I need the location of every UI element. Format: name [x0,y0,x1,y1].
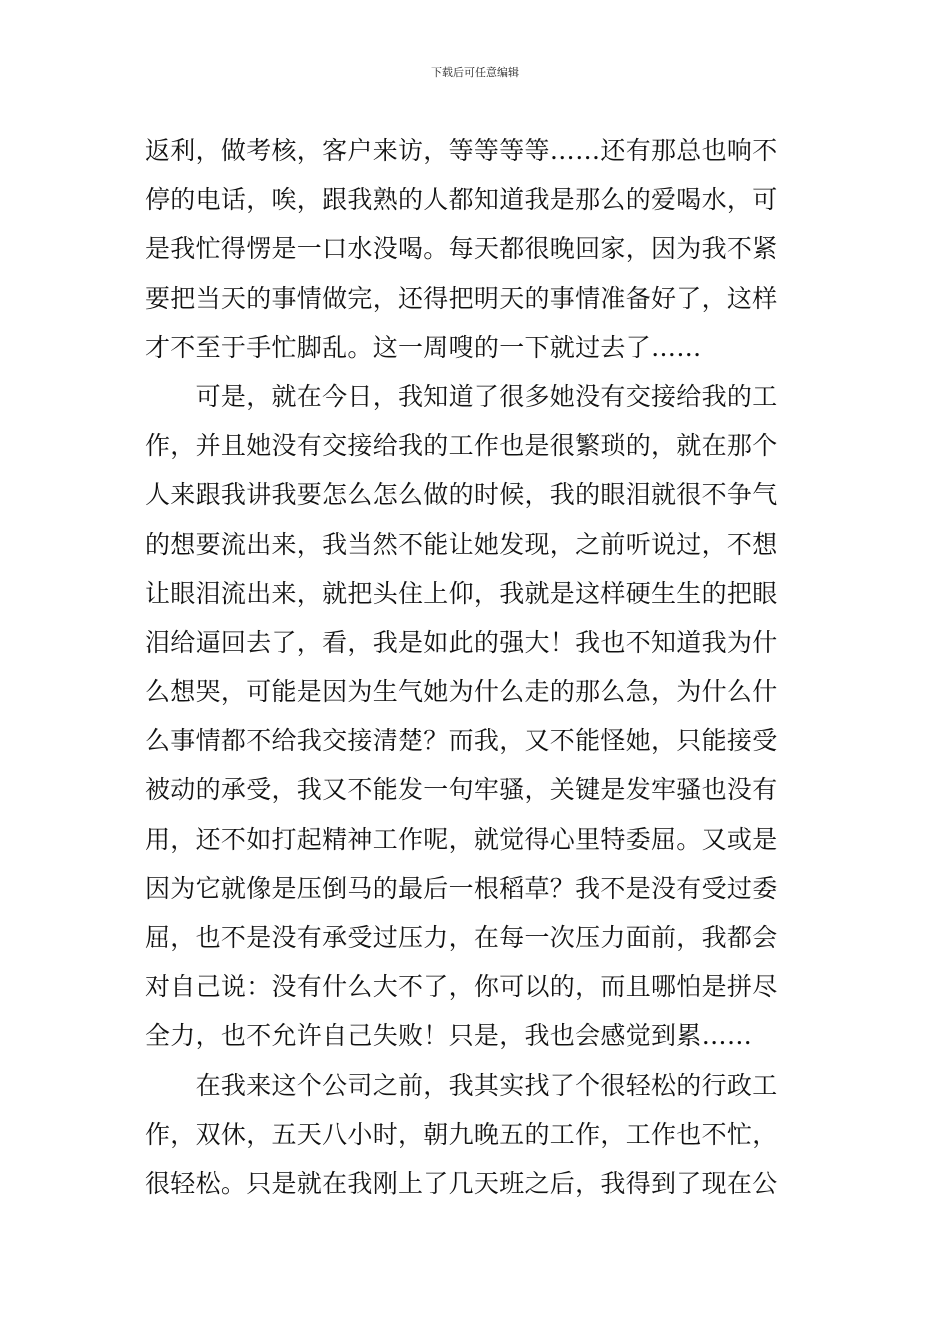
text-line: 被动的承受，我又不能发一句牢骚，关键是发牢骚也没有 [145,775,778,805]
text-line: 对自己说：没有什么大不了，你可以的，而且哪怕是拼尽 [145,972,778,1002]
text-line: 用，还不如打起精神工作呢，就觉得心里特委屈。又或是 [145,824,778,854]
text-line: 泪给逼回去了，看，我是如此的强大！我也不知道我为什 [145,627,778,657]
text-line: 可是，就在今日，我知道了很多她没有交接给我的工 [145,381,778,411]
text-line: 是我忙得愣是一口水没喝。每天都很晚回家，因为我不紧 [145,234,778,264]
text-line: 让眼泪流出来，就把头住上仰，我就是这样硬生生的把眼 [145,578,778,608]
text-line: 作，并且她没有交接给我的工作也是很繁琐的，就在那个 [145,431,778,461]
text-line: 返利，做考核，客户来访，等等等等……还有那总也响不 [145,136,778,165]
text-line: 全力，也不允许自己失败！只是，我也会感觉到累…… [145,1021,753,1051]
text-line: 人来跟我讲我要怎么怎么做的时候，我的眼泪就很不争气 [145,480,778,510]
text-line: 的想要流出来，我当然不能让她发现，之前听说过，不想 [145,529,778,559]
text-line: 屈，也不是没有承受过压力，在每一次压力面前，我都会 [145,923,778,952]
text-line: 要把当天的事情做完，还得把明天的事情准备好了，这样 [145,283,778,313]
text-line: 作，双休，五天八小时，朝九晚五的工作，工作也不忙， [145,1119,778,1149]
text-line: 么事情都不给我交接清楚？而我，又不能怪她，只能接受 [145,726,778,756]
text-line: 么想哭，可能是因为生气她为什么走的那么急，为什么什 [145,677,778,707]
text-line: 停的电话，唉，跟我熟的人都知道我是那么的爱喝水，可 [145,185,778,215]
text-line: 很轻松。只是就在我刚上了几天班之后，我得到了现在公 [145,1168,778,1198]
text-line: 才不至于手忙脚乱。这一周嗖的一下就过去了…… [145,332,702,362]
text-line: 在我来这个公司之前，我其实找了个很轻松的行政工 [145,1070,778,1100]
document-body [145,126,807,1208]
text-line: 因为它就像是压倒马的最后一根稻草？我不是没有受过委 [145,873,778,903]
page-header: 下载后可任意编辑 [431,66,519,79]
